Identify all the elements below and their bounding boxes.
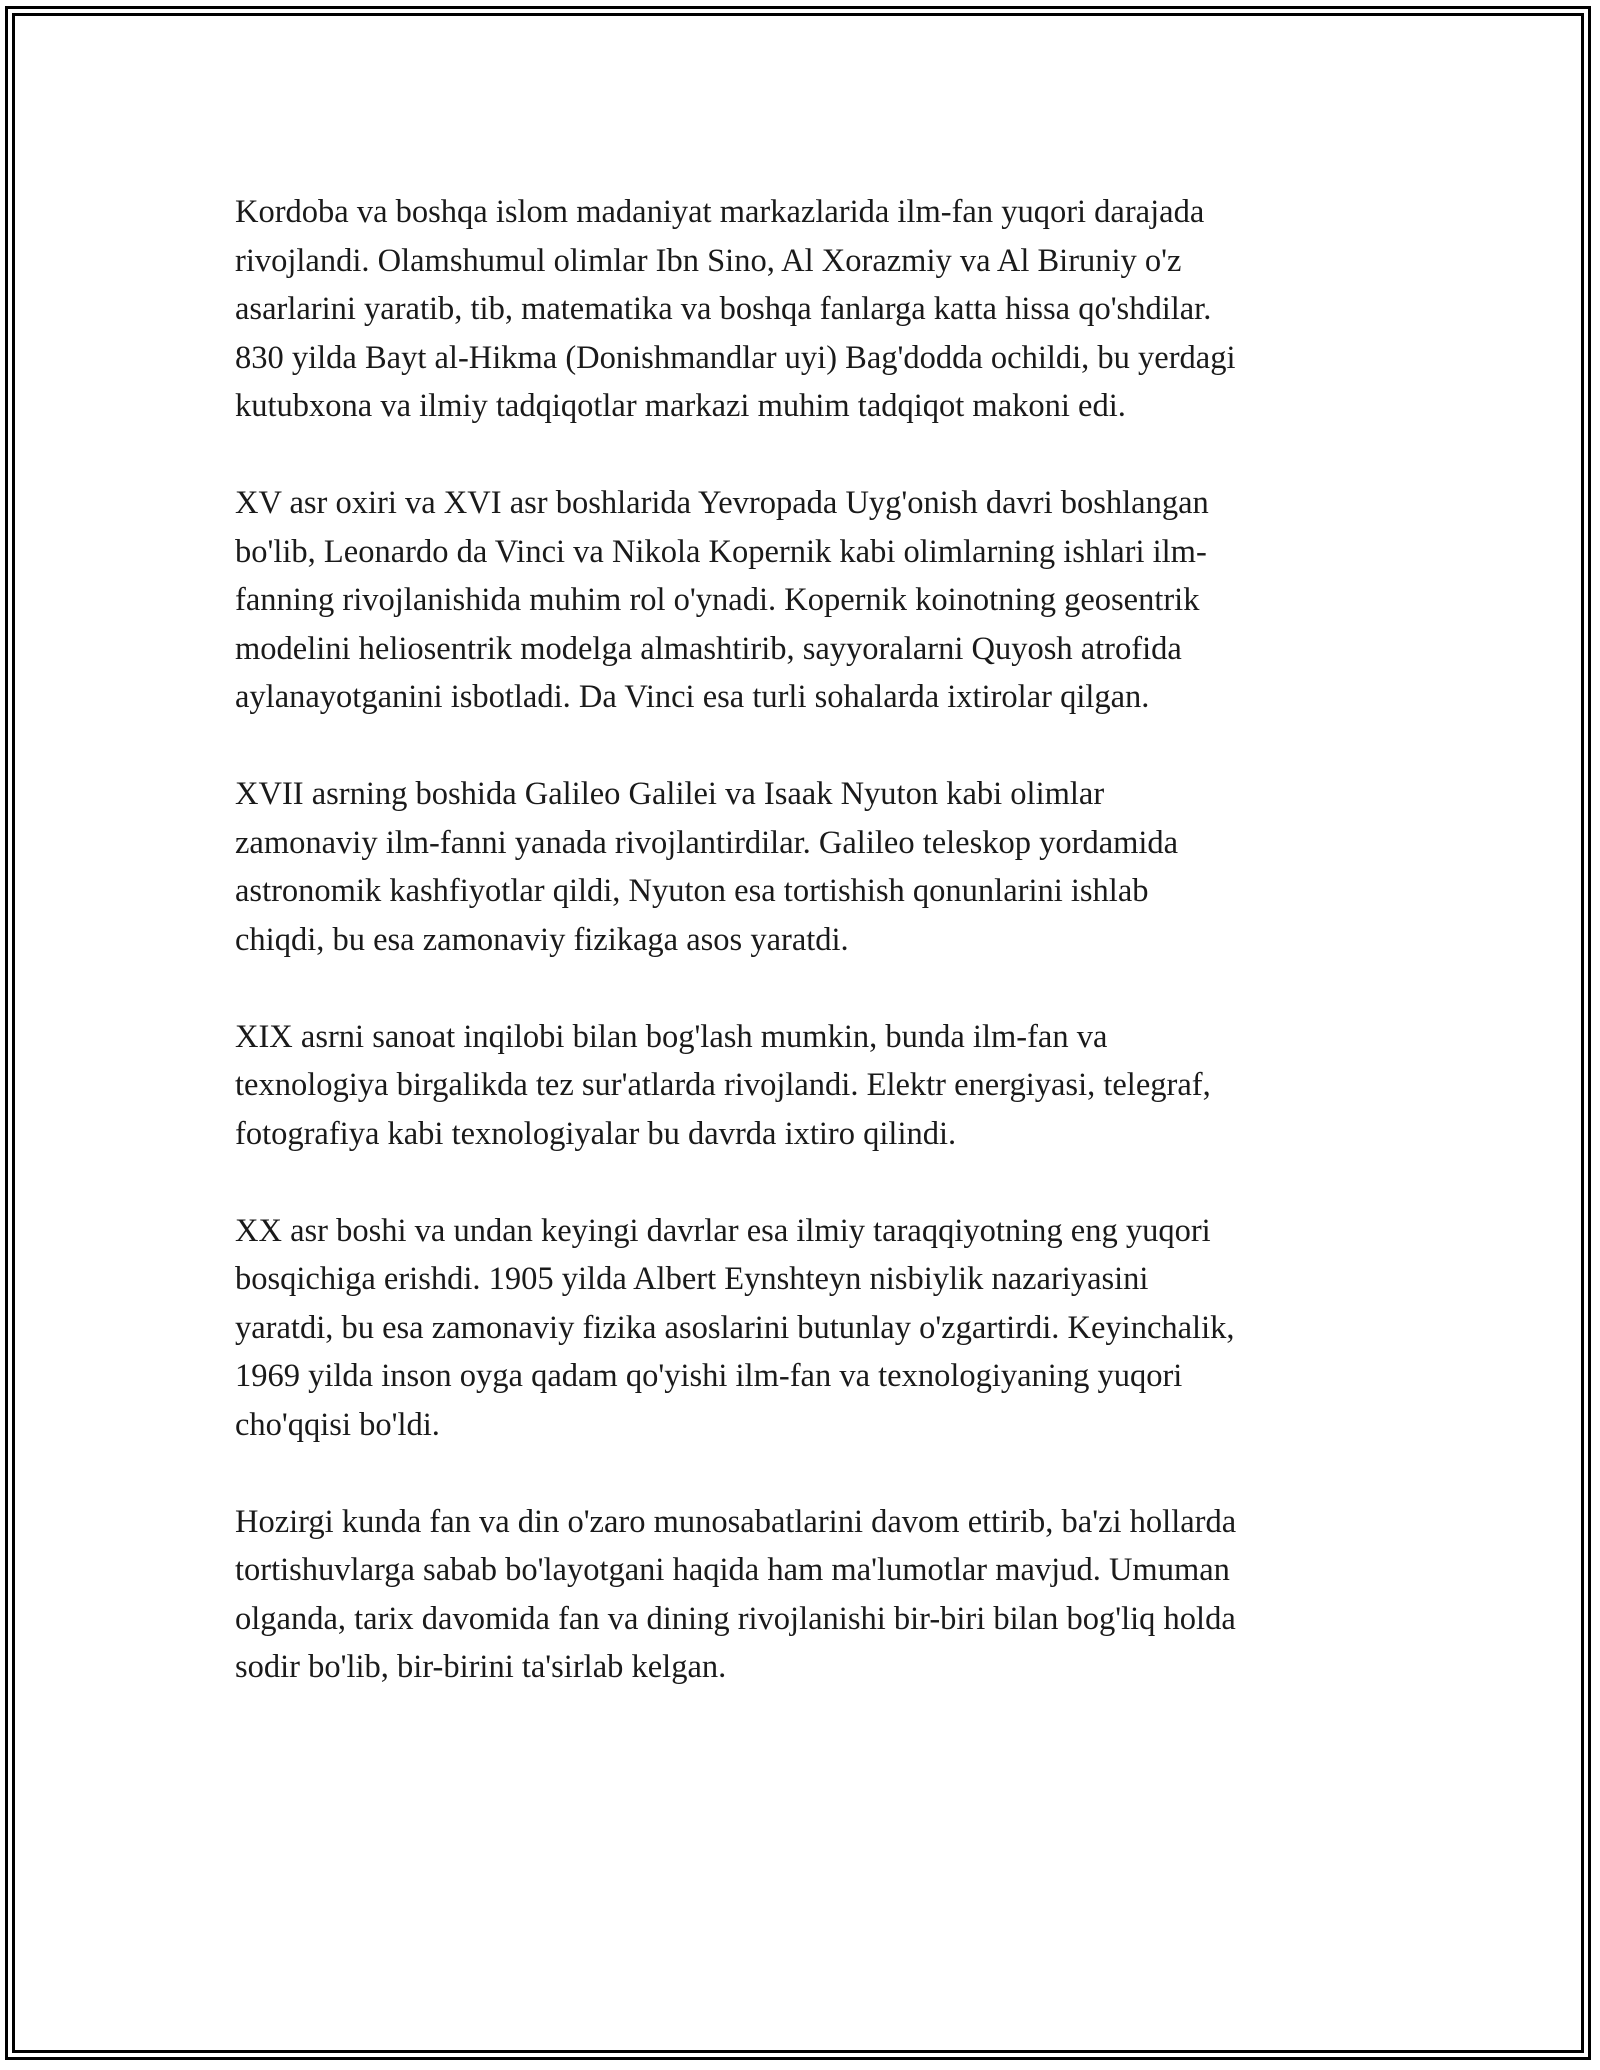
- paragraph-science-and-religion-today: Hozirgi kunda fan va din o'zaro munosabatlarini davom ettirib, ba'zi hollarda tortishuvlarga sabab bo'layotgani haqida ham ma'lumotlar mavjud. Umuman olganda, tarix davomida fan va dining rivojlanishi bir-biri bilan bog'liq holda sodir bo'lib, bir-birini ta'sirlab kelgan.: [235, 1503, 1237, 1685]
- paragraph-cordoba-islamic-science: Kordoba va boshqa islom madaniyat markazlarida ilm-fan yuqori darajada rivojlandi. Olamshumul olimlar Ibn Sino, Al Xorazmiy va Al Biruniy o'z asarlarini yaratib, tib, matematika va boshqa fanlarga katta hissa qo'shdilar. 830 yilda Bayt al-Hikma (Donishmandlar uyi) Bag'dodda ochildi, bu yerdagi kutubxona va ilmiy tadqiqotlar markazi muhim tadqiqot makoni edi.: [235, 194, 1236, 424]
- paragraph-galileo-newton: XVII asrning boshida Galileo Galilei va Isaak Nyuton kabi olimlar zamonaviy ilm-fanni yanada rivojlantirdilar. Galileo teleskop yordamida astronomik kashfiyotlar qildi, Nyuton esa tortishish qonunlarini ishlab chiqdi, bu esa zamonaviy fizikaga asos yaratdi.: [235, 776, 1179, 958]
- paragraph-renaissance: XV asr oxiri va XVI asr boshlarida Yevropada Uyg'onish davri boshlangan bo'lib, Leonardo da Vinci va Nikola Kopernik kabi olimlarning ishlari ilm- fanning rivojlanishida muhim rol o'ynadi. Kopernik koinotning geosentrik modelini heliosentrik modelga almashtirib, sayyoralarni Quyosh atrofida aylanayotganini isbotladi. Da Vinci esa turli sohalarda ixtirolar qilgan.: [235, 485, 1209, 715]
- paragraph-industrial-revolution: XIX asrni sanoat inqilobi bilan bog'lash mumkin, bunda ilm-fan va texnologiya birgalikda tez sur'atlarda rivojlandi. Elektr energiyasi, telegraf, fotografiya kabi texnologiyalar bu davrda ixtiro qilindi.: [235, 1018, 1211, 1152]
- document-body: [235, 188, 1385, 1740]
- paragraph-twentieth-century: XX asr boshi va undan keyingi davrlar esa ilmiy taraqqiyotning eng yuqori bosqichiga erishdi. 1905 yilda Albert Eynshteyn nisbiylik nazariyasini yaratdi, bu esa zamonaviy fizika asoslarini butunlay o'zgartirdi. Keyinchalik, 1969 yilda inson oyga qadam qo'yishi ilm-fan va texnologiyaning yuqori cho'qqisi bo'ldi.: [235, 1212, 1235, 1443]
